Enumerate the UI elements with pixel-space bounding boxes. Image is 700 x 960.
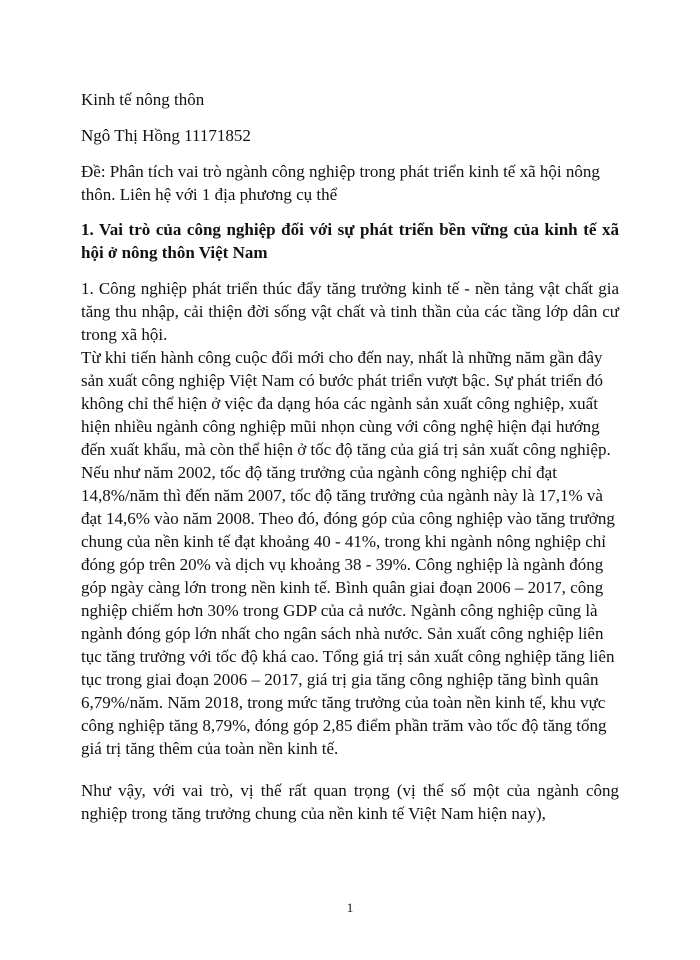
page-content — [81, 88, 619, 825]
paragraph-conclusion: Như vậy, với vai trò, vị thế rất quan trọng (vị thế số một của ngành công nghiệp trong tăng trưởng chung của nền kinh tế Việt Nam hiện nay), — [81, 781, 619, 823]
section-heading: 1. Vai trò của công nghiệp đối với sự phát triển bền vững của kinh tế xã hội ở nông thôn Việt Nam — [81, 220, 619, 262]
course-title: Kinh tế nông thôn — [81, 90, 205, 109]
page-number: 1 — [346, 900, 354, 915]
assignment-topic: Đề: Phân tích vai trò ngành công nghiệp trong phát triển kinh tế xã hội nông thôn. Liên hệ với 1 địa phương cụ thể — [81, 162, 600, 204]
paragraph-intro: 1. Công nghiệp phát triển thúc đẩy tăng trưởng kinh tế - nền tảng vật chất gia tăng thu nhập, cải thiện đời sống vật chất và tinh thần của các tầng lớp dân cư trong xã hội. — [81, 279, 619, 344]
paragraph-body: Từ khi tiến hành công cuộc đổi mới cho đến nay, nhất là những năm gần đây sản xuất công nghiệp Việt Nam có bước phát triển vượt bậc. Sự phát triển đó không chỉ thể hiện ở việc đa dạng hóa các ngành sản xuất công nghiệp, xuất hiện nhiều ngành công nghiệp mũi nhọn cùng với công nghệ hiện đại hướng đến xuất khẩu, mà còn thể hiện ở tốc độ tăng của giá trị sản xuất công nghiệp. Nếu như năm 2002, tốc độ tăng trưởng của ngành công nghiệp chỉ đạt 14,8%/năm thì đến năm 2007, tốc độ tăng trưởng của ngành này là 17,1% và đạt 14,6% vào năm 2008. Theo đó, đóng góp của công nghiệp vào tăng trưởng chung của nền kinh tế đạt khoảng 40 - 41%, trong khi ngành nông nghiệp chỉ đóng góp trên 20% và dịch vụ khoảng 38 - 39%. Công nghiệp là ngành đóng góp ngày càng lớn trong nền kinh tế. Bình quân giai đoạn 2006 – 2017, công nghiệp chiếm hơn 30% trong GDP của cả nước. Ngành công nghiệp cũng là ngành đóng góp lớn nhất cho ngân sách nhà nước. Sản xuất công nghiệp liên tục tăng trưởng với tốc độ khá cao. Tổng giá trị sản xuất công nghiệp tăng liên tục trong giai đoạn 2006 – 2017, giá trị gia tăng công nghiệp tăng bình quân 6,79%/năm. Năm 2018, trong mức tăng trưởng của toàn nền kinh tế, khu vực công nghiệp tăng 8,79%, đóng góp 2,85 điểm phần trăm vào tốc độ tăng tổng giá trị tăng thêm của toàn nền kinh tế. — [81, 348, 615, 758]
student-name-id: Ngô Thị Hồng 11171852 — [81, 126, 251, 145]
